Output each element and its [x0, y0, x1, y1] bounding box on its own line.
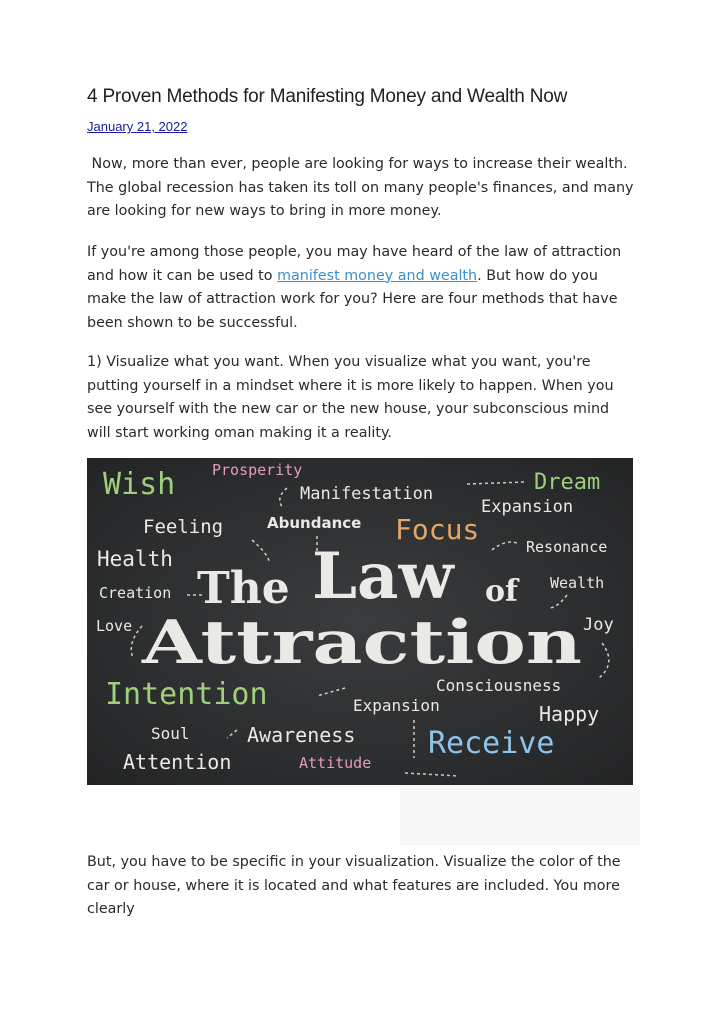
word-attraction: Attraction [140, 608, 582, 678]
law-of-attraction-image [87, 458, 633, 785]
word-abundance: Abundance [267, 514, 362, 532]
word-resonance: Resonance [526, 538, 608, 556]
word-awareness: Awareness [247, 723, 356, 747]
paragraph-law-of-attraction [87, 241, 637, 335]
word-wealth: Wealth [550, 574, 605, 592]
word-of: of [485, 574, 518, 609]
manifest-money-link[interactable]: manifest money and wealth [277, 267, 478, 284]
word-health: Health [97, 547, 173, 571]
word-attention: Attention [123, 750, 232, 774]
word-attitude: Attitude [299, 754, 372, 772]
paragraph-method-1 [87, 351, 637, 445]
image-shadow [400, 785, 640, 845]
paragraph-intro [87, 153, 637, 224]
word-receive: Receive [428, 726, 555, 761]
word-love: Love [96, 617, 133, 635]
paragraph-law-text-after: . But how do you make the law of attraction work for you? Here are four methods that have been shown to be successful. [87, 267, 618, 331]
word-manifestation: Manifestation [300, 484, 434, 504]
word-joy: Joy [583, 615, 614, 635]
article-date-link[interactable]: January 21, 2022 [87, 119, 188, 134]
word-consciousness: Consciousness [436, 676, 562, 695]
article-title: 4 Proven Methods for Manifesting Money and Wealth Now [87, 86, 568, 107]
paragraph-intro-text: Now, more than ever, people are looking for ways to increase their wealth. The global recession has taken its toll on many people's finances, and many are looking for new ways to bring in more money. [87, 156, 639, 219]
word-happy: Happy [539, 702, 600, 726]
word-focus: Focus [395, 513, 480, 546]
word-expansion-bottom: Expansion [353, 696, 440, 715]
paragraph-specific [87, 851, 637, 922]
word-wish: Wish [103, 467, 176, 502]
word-feeling: Feeling [143, 516, 224, 538]
chalkboard-svg [87, 458, 633, 785]
word-expansion-top: Expansion [481, 497, 574, 517]
word-the: The [197, 563, 290, 614]
word-intention: Intention [105, 677, 268, 712]
word-dream: Dream [534, 470, 601, 495]
word-soul: Soul [151, 724, 190, 743]
word-creation: Creation [99, 584, 172, 602]
paragraph-law-text [87, 241, 637, 335]
word-law: Law [312, 539, 454, 614]
word-prosperity: Prosperity [212, 461, 303, 479]
paragraph-law-text-before: If you're among those people, you may have heard of the law of attraction and how it can be used to [87, 244, 622, 284]
paragraph-method-1-text: 1) Visualize what you want. When you visualize what you want, you're putting yourself in a mindset where it is more likely to happen. When you see yourself with the new car or the new house, your subconscious mind will start working oman making it a reality. [87, 354, 614, 441]
paragraph-specific-text: But, you have to be specific in your visualization. Visualize the color of the car or house, where it is located and what features are included. You more clearly [87, 854, 621, 917]
